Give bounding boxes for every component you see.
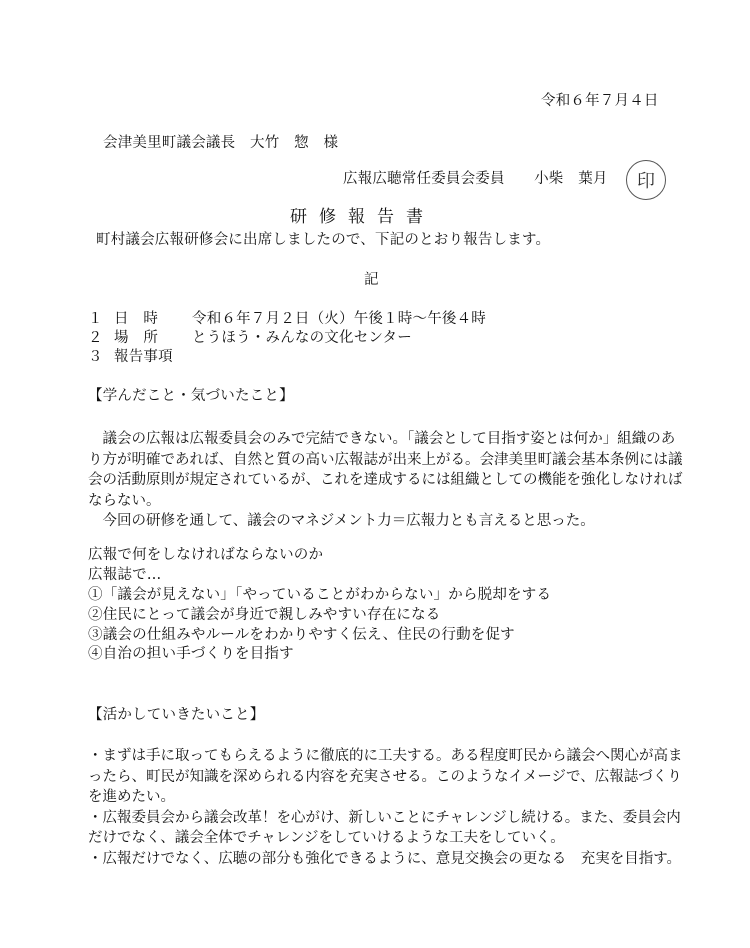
section-apply-body: [88, 746, 683, 869]
list-item: ①「議会が見えない」「やっていることがわからない」から脱却をする: [88, 587, 552, 603]
item-number: １: [88, 311, 103, 327]
item-number: ３: [88, 349, 103, 365]
intro-text: 町村議会広報研修会に出席しましたので、下記のとおり報告します。: [96, 232, 551, 248]
item-label: 報告事項: [114, 349, 173, 365]
item-value: とうほう・みんなの文化センター: [192, 330, 412, 346]
seal-stamp: 印: [626, 160, 666, 200]
sender: 広報広聴常任委員会委員 小柴 葉月: [343, 171, 608, 187]
list-item: ④自治の担い手づくりを目指す: [88, 646, 294, 662]
list-item: ②住民にとって議会が身近で親しみやすい存在になる: [88, 607, 441, 623]
item-label: 日 時: [114, 311, 159, 327]
bullet-paragraph: ・広報委員会から議会改革！を心がけ、新しいことにチャレンジし続ける。また、委員会内だけでなく、議会全体でチャレンジをしていけるような工夫をしていく。: [88, 809, 681, 846]
addressee: 会津美里町議会議長 大竹 惣 様: [103, 135, 339, 151]
paragraph: 議会の広報は広報委員会のみで完結できない。「議会として目指す姿とは何か」組織のあり方が明確であれば、自然と質の高い広報誌が出来上がる。会津美里町議会基本条例には議会の活動原則が規定されているが、これを達成するには組織としての機能を強化しなければならない。: [88, 431, 683, 509]
item-number: ２: [88, 330, 103, 346]
page-title: 研修報告書: [290, 207, 435, 227]
list-intro: 広報で何をしなければならないのか: [88, 547, 324, 563]
item-place: [88, 328, 412, 348]
item-label: 場 所: [114, 330, 159, 346]
paragraph: 今回の研修を通して、議会のマネジメント力＝広報力とも言えると思った。: [88, 513, 595, 529]
bullet-paragraph: ・広報だけでなく、広聴の部分も強化できるように、意見交換会の更なる 充実を目指す。: [88, 850, 682, 867]
list-item: ③議会の仕組みやルールをわかりやすく伝え、住民の行動を促す: [88, 627, 515, 643]
item-value: 令和６年７月２日（火）午後１時～午後４時: [192, 311, 486, 327]
item-date: [88, 309, 486, 329]
bullet-paragraph: ・まずは手に取ってもらえるように徹底的に工夫する。ある程度町民から議会へ関心が高まったら、町民が知識を深められる内容を充実させる。このようなイメージで、広報誌づくりを進めたい。: [88, 748, 683, 805]
list-intro: 広報誌で…: [88, 567, 162, 583]
item-report: [88, 347, 192, 367]
section-learned-heading: 【学んだこと・気づいたこと】: [88, 388, 294, 404]
section-apply-heading: 【活かしていきたいこと】: [88, 707, 265, 723]
report-date: 令和６年７月４日: [541, 93, 659, 109]
section-learned-body: [88, 429, 683, 532]
ki-label: 記: [364, 272, 379, 288]
